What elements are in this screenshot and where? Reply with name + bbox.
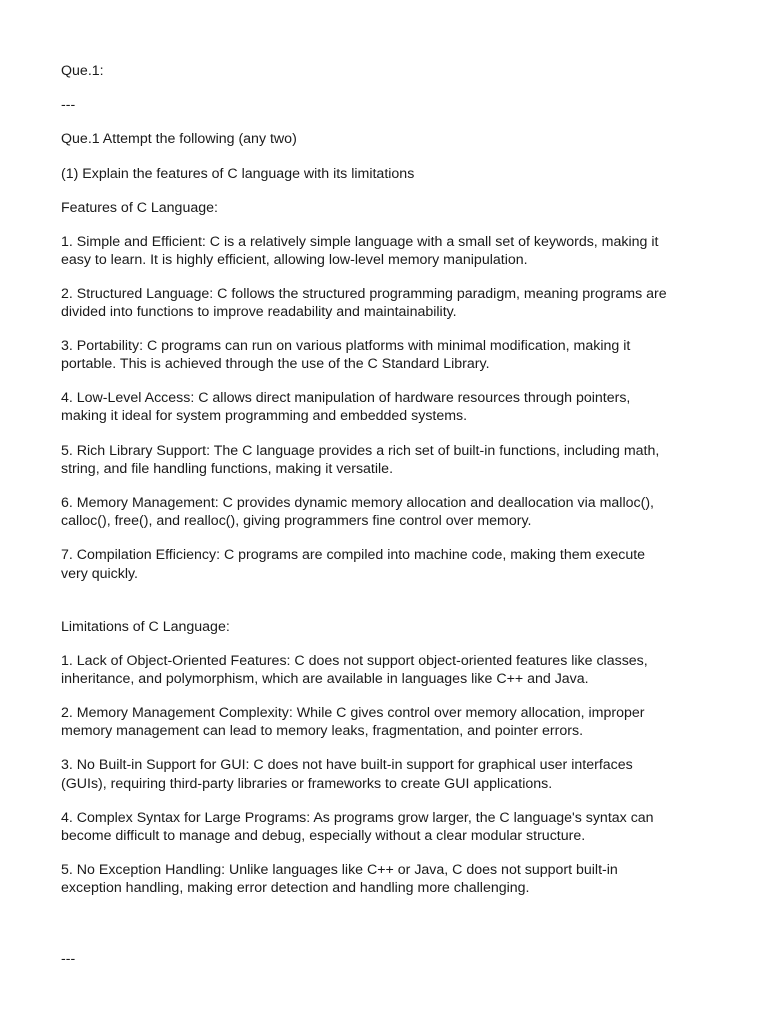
question-text: (1) Explain the features of C language with its limitations [61,166,415,182]
features-heading: Features of C Language: [61,200,218,216]
feature-item-3-line2: portable. This is achieved through the use of the C Standard Library. [61,356,490,372]
limitation-item-2-line1: 2. Memory Management Complexity: While C gives control over memory allocation, improper [61,705,645,721]
feature-item-4-line2: making it ideal for system programming and embedded systems. [61,408,468,424]
feature-item-7-line1: 7. Compilation Efficiency: C programs are compiled into machine code, making them execute [61,547,646,563]
feature-item-2-line1: 2. Structured Language: C follows the structured programming paradigm, meaning programs are [61,286,667,302]
separator-bottom: --- [61,951,76,967]
limitation-item-4-line2: become difficult to manage and debug, especially without a clear modular structure. [61,828,586,844]
instruction-text: Que.1 Attempt the following (any two) [61,131,297,147]
limitation-item-1-line2: inheritance, and polymorphism, which are available in languages like C++ and Java. [61,671,589,687]
limitation-item-5-line1: 5. No Exception Handling: Unlike languages like C++ or Java, C does not support built-in [61,862,618,878]
feature-item-7-line2: very quickly. [61,566,138,582]
separator-top: --- [61,97,76,113]
feature-item-1-line2: easy to learn. It is highly efficient, allowing low-level memory manipulation. [61,252,528,268]
limitations-heading: Limitations of C Language: [61,619,230,635]
que-heading: Que.1: [61,63,104,79]
feature-item-5-line1: 5. Rich Library Support: The C language provides a rich set of built-in functions, including math, [61,443,660,459]
limitation-item-3-line1: 3. No Built-in Support for GUI: C does not have built-in support for graphical user interfaces [61,757,633,773]
feature-item-4-line1: 4. Low-Level Access: C allows direct manipulation of hardware resources through pointers, [61,390,631,406]
limitation-item-4-line1: 4. Complex Syntax for Large Programs: As programs grow larger, the C language's syntax can [61,810,654,826]
limitation-item-1-line1: 1. Lack of Object-Oriented Features: C does not support object-oriented features like classes, [61,653,648,669]
feature-item-3-line1: 3. Portability: C programs can run on various platforms with minimal modification, making it [61,338,631,354]
feature-item-1-line1: 1. Simple and Efficient: C is a relatively simple language with a small set of keywords, making it [61,234,659,250]
feature-item-6-line1: 6. Memory Management: C provides dynamic memory allocation and deallocation via malloc(), [61,495,654,511]
limitation-item-2-line2: memory management can lead to memory leaks, fragmentation, and pointer errors. [61,723,584,739]
feature-item-5-line2: string, and file handling functions, making it versatile. [61,461,394,477]
limitation-item-3-line2: (GUIs), requiring third-party libraries or frameworks to create GUI applications. [61,776,553,792]
feature-item-2-line2: divided into functions to improve readability and maintainability. [61,304,457,320]
limitation-item-5-line2: exception handling, making error detection and handling more challenging. [61,880,530,896]
feature-item-6-line2: calloc(), free(), and realloc(), giving programmers fine control over memory. [61,513,532,529]
